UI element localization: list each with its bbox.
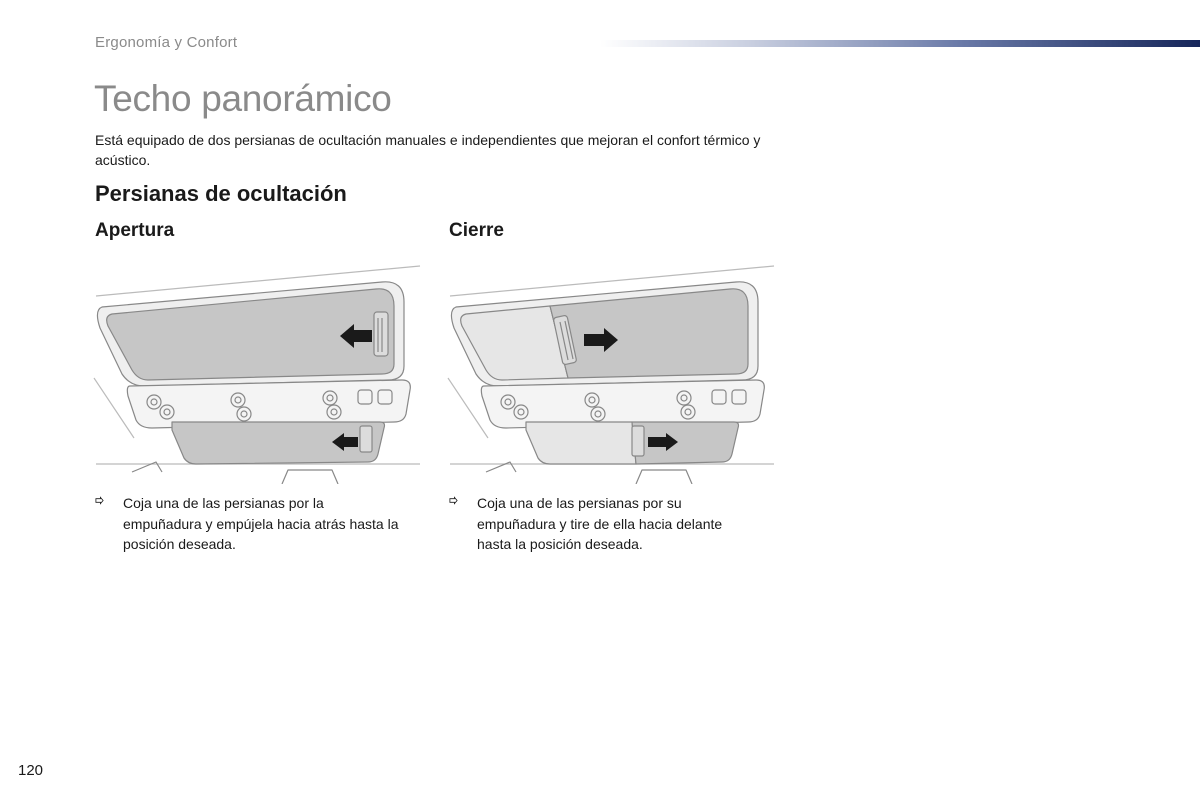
apertura-heading: Apertura <box>95 220 175 241</box>
pointing-hand-icon <box>95 496 104 505</box>
pointing-hand-icon <box>449 496 458 505</box>
apertura-instruction-text: Coja una de las persianas por la empuñadura y empújela hacia atrás hasta la posición deseada. <box>123 495 399 552</box>
cierre-illustration <box>446 262 776 484</box>
apertura-illustration <box>92 262 422 484</box>
header-gradient-bar <box>600 40 1200 47</box>
section-label: Ergonomía y Confort <box>95 34 238 51</box>
cierre-instruction <box>449 493 759 555</box>
apertura-instruction <box>95 493 405 555</box>
intro-paragraph: Está equipado de dos persianas de ocultación manuales e independientes que mejoran el confort térmico y acústico. <box>95 132 761 168</box>
cierre-instruction-text: Coja una de las persianas por su empuñadura y tire de ella hacia delante hasta la posición deseada. <box>477 495 723 552</box>
section-heading: Persianas de ocultación <box>95 181 347 206</box>
cierre-heading: Cierre <box>449 220 504 241</box>
page-number: 120 <box>18 762 44 779</box>
page-title: Techo panorámico <box>94 78 392 119</box>
